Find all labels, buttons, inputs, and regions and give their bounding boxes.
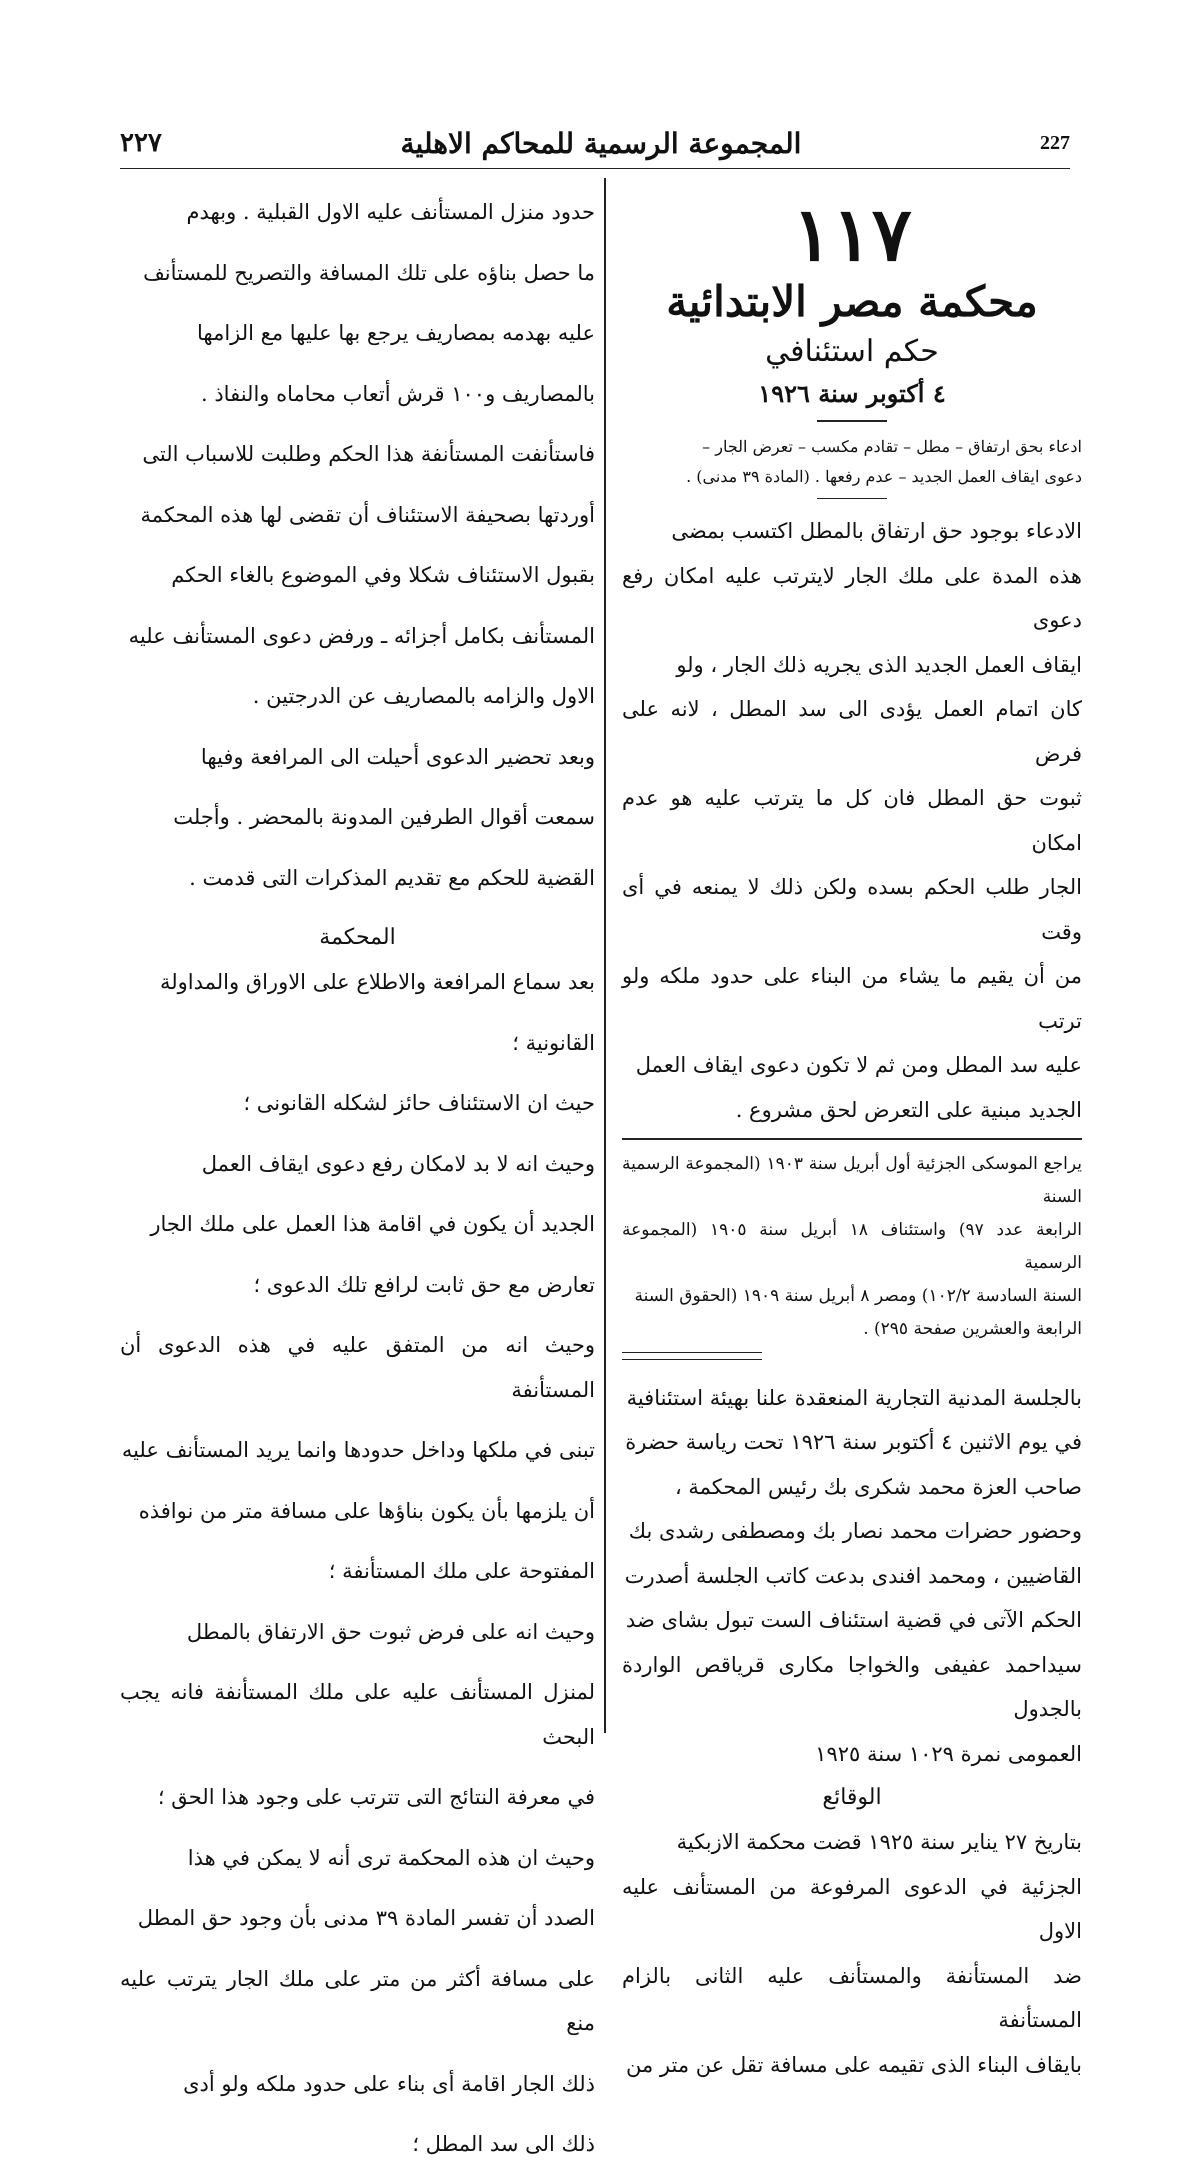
text-line: وحضور حضرات محمد نصار بك ومصطفى رشدى بك	[628, 1519, 1082, 1543]
paragraph	[120, 960, 595, 1065]
text-line: الجار طلب الحكم بسده ولكن ذلك لا يمنعه في أى وقت	[622, 875, 1082, 944]
column-divider	[604, 178, 606, 1733]
summary-line: دعوى ايقاف العمل الجديد – عدم رفعها . (المادة ٣٩ مدنى) .	[686, 466, 1082, 486]
text-line: وحيث انه على فرض ثبوت حق الارتفاق بالمطل	[186, 1619, 595, 1644]
text-line: الحكم الآتى في قضية استئناف الست تبول بشاى ضد	[625, 1608, 1082, 1632]
paragraph	[120, 432, 595, 719]
text-line: وحيث انه لا بد لامكان رفع دعوى ايقاف العمل	[201, 1151, 595, 1176]
text-line: كان اتمام العمل يؤدى الى سد المطل ، لانه على فرض	[622, 697, 1082, 766]
text-line: سمعت أقوال الطرفين المدونة بالمحضر . وأجلت	[173, 805, 595, 829]
double-divider	[622, 1352, 762, 1360]
text-line: بالمصاريف و١٠٠ قرش أتعاب محاماه والنفاذ .	[200, 381, 595, 406]
session-paragraph	[622, 1376, 1082, 1777]
paragraph	[120, 1142, 595, 1308]
text-line: المفتوحة على ملك المستأنفة ؛	[328, 1559, 595, 1583]
text-line: ما حصل بناؤه على تلك المسافة والتصريح للمستأنف	[143, 260, 595, 285]
text-line: على مسافة أكثر من متر على ملك الجار يترتب عليه منع	[120, 1966, 595, 2035]
paragraph	[120, 735, 595, 901]
facts-paragraph	[622, 1820, 1082, 2087]
text-line: سيداحمد عفيفى والخواجا مكارى قرياقص الواردة بالجدول	[622, 1652, 1082, 1721]
reference-line: الرابعة عدد ٩٧) واستئناف ١٨ أبريل سنة ١٩٠٥ (المجموعة الرسمية	[622, 1219, 1082, 1273]
text-line: ذلك الى سد المطل ؛	[412, 2132, 595, 2156]
text-line: ثبوت حق المطل فان كل ما يترتب عليه هو عدم امكان	[622, 786, 1082, 855]
right-column	[622, 190, 1082, 2087]
text-line: فاستأنفت المستأنفة هذا الحكم وطلبت للاسباب التى	[142, 442, 595, 466]
text-line: الادعاء بوجود حق ارتفاق بالمطل اكتسب بمضى	[671, 519, 1082, 543]
reference-line: السنة السادسة ١٠٢/٢) ومصر ٨ أبريل سنة ١٩٠٩ (الحقوق السنة	[634, 1285, 1082, 1306]
paragraph	[120, 1836, 595, 2167]
text-line: وحيث ان هذه المحكمة ترى أنه لا يمكن في هذا	[187, 1845, 595, 1870]
case-summary	[622, 432, 1082, 492]
journal-title: المجموعة الرسمية للمحاكم الاهلية	[400, 126, 802, 160]
text-line: في يوم الاثنين ٤ أكتوبر سنة ١٩٢٦ تحت رياسة حضرة	[625, 1430, 1082, 1454]
page-number-arabic: ٢٢٧	[120, 128, 162, 158]
text-line: المستأنف بكامل أجزائه ـ ورفض دعوى المستأنف عليه	[128, 623, 595, 648]
text-line: القاضيين ، ومحمد افندى بدعت كاتب الجلسة أصدرت	[624, 1563, 1082, 1588]
case-number: ١١٧	[792, 192, 912, 278]
references	[622, 1148, 1082, 1346]
paragraph	[120, 1081, 595, 1126]
page-number-latin: 227	[1039, 131, 1070, 154]
ruling-type: حكم استئنافي	[765, 334, 939, 369]
text-line: بقبول الاستئناف شكلا وفي الموضوع بالغاء الحكم	[171, 563, 595, 587]
text-line: الاول والزامه بالمصاريف عن الدرجتين .	[252, 684, 595, 708]
text-line: أن يلزمها بأن يكون بناؤها على مسافة متر من نوافذه	[138, 1498, 595, 1523]
text-line: القانونية ؛	[512, 1030, 595, 1055]
text-line: عليه بهدمه بمصاريف يرجع بها عليها مع الزامها	[197, 321, 595, 345]
text-line: الصدد أن تفسر المادة ٣٩ مدنى بأن وجود حق المطل	[137, 1906, 595, 1930]
text-line: وبعد تحضير الدعوى أحيلت الى المرافعة وفيها	[200, 744, 595, 769]
ruling-date: ٤ أكتوبر سنة ١٩٢٦	[758, 379, 946, 408]
text-line: بتاريخ ٢٧ يناير سنة ١٩٢٥ قضت محكمة الازبكية	[676, 1830, 1082, 1854]
text-line: لمنزل المستأنف عليه على ملك المستأنفة فانه يجب البحث	[120, 1680, 595, 1749]
text-line: الجديد أن يكون في اقامة هذا العمل على ملك الجار	[150, 1212, 595, 1236]
text-line: في معرفة النتائج التى تترتب على وجود هذا الحق ؛	[157, 1785, 595, 1809]
legal-principle	[622, 509, 1082, 1132]
text-line: تعارض مع حق ثابت لرافع تلك الدعوى ؛	[253, 1272, 595, 1297]
references-rule	[622, 1138, 1082, 1140]
text-line: صاحب العزة محمد شكرى بك رئيس المحكمة ،	[674, 1474, 1082, 1499]
text-line: من أن يقيم ما يشاء من البناء على حدود ملكه ولو ترتب	[622, 964, 1082, 1033]
reference-line: يراجع الموسكى الجزئية أول أبريل سنة ١٩٠٣ (المجموعة الرسمية السنة	[622, 1153, 1082, 1207]
text-line: أوردتها بصحيفة الاستئناف أن تقضى لها هذه المحكمة	[140, 502, 595, 527]
reference-line: الرابعة والعشرين صفحة ٢٩٥) .	[863, 1318, 1082, 1339]
paragraph	[120, 190, 595, 416]
page-header	[120, 118, 1070, 169]
summary-line: ادعاء بحق ارتفاق – مطل – تقادم مكسب – تعرض الجار –	[702, 436, 1082, 456]
court-heading: المحكمة	[319, 925, 396, 950]
facts-heading: الوقائع	[822, 1785, 882, 1810]
text-line: حيث ان الاستئناف حائز لشكله القانونى ؛	[243, 1091, 595, 1115]
text-line: القضية للحكم مع تقديم المذكرات التى قدمت .	[189, 865, 595, 890]
text-line: العمومى نمرة ١٠٢٩ سنة ١٩٢٥	[815, 1741, 1082, 1766]
paragraph	[120, 1610, 595, 1820]
text-line: بايقاف البناء الذى تقيمه على مسافة تقل عن متر من	[626, 2052, 1082, 2077]
text-line: الجديد مبنية على التعرض لحق مشروع .	[735, 1097, 1082, 1122]
text-line: ايقاف العمل الجديد الذى يجريه ذلك الجار ، ولو	[676, 652, 1082, 677]
court-name: محكمة مصر الابتدائية	[666, 277, 1038, 326]
text-line: ذلك الجار اقامة أى بناء على حدود ملكه ولو أدى	[183, 2071, 595, 2096]
divider	[817, 498, 887, 500]
text-line: هذه المدة على ملك الجار لايترتب عليه امكان رفع دعوى	[622, 563, 1082, 632]
text-line: بالجلسة المدنية التجارية المنعقدة علنا بهيئة استئنافية	[626, 1385, 1082, 1410]
divider	[817, 420, 887, 422]
text-line: عليه سد المطل ومن ثم لا تكون دعوى ايقاف العمل	[635, 1053, 1082, 1077]
text-line: بعد سماع المرافعة والاطلاع على الاوراق والمداولة	[159, 970, 595, 994]
text-line: وحيث انه من المتفق عليه في هذه الدعوى أن المستأنفة	[120, 1333, 595, 1402]
text-line: ضد المستأنفة والمستأنف عليه الثانى بالزام المستأنفة	[622, 1963, 1082, 2032]
text-line: حدود منزل المستأنف عليه الاول القبلية . وبهدم	[186, 200, 595, 224]
text-line: تبنى في ملكها وداخل حدودها وانما يريد المستأنف عليه	[121, 1438, 595, 1462]
left-column	[120, 190, 595, 2183]
text-line: الجزئية في الدعوى المرفوعة من المستأنف عليه الاول	[622, 1874, 1082, 1943]
paragraph	[120, 1323, 595, 1594]
